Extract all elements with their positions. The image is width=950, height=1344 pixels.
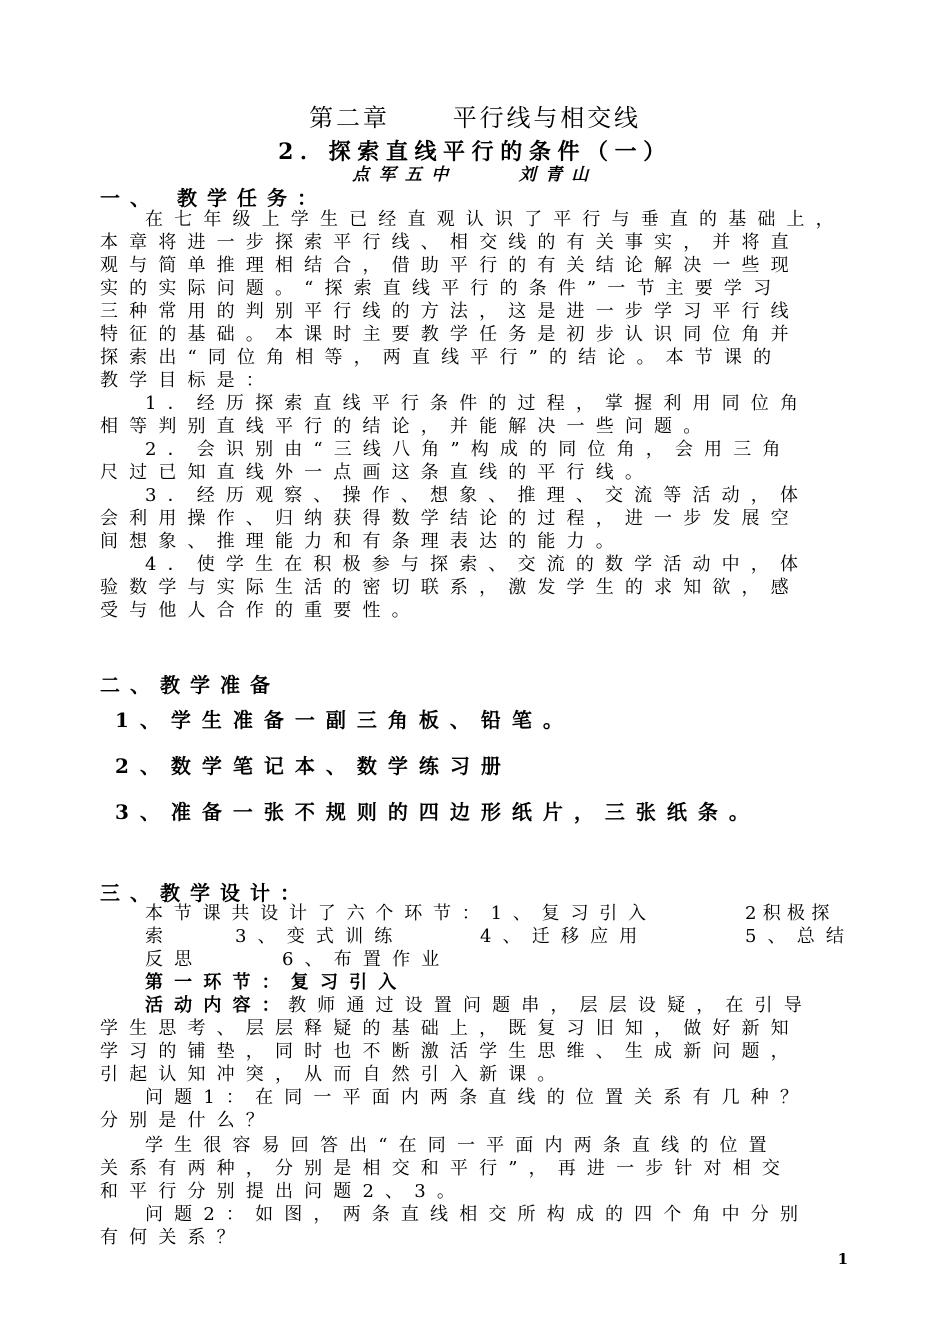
lesson-title: 2．探索直线平行的条件（一） — [278, 139, 672, 165]
page-number: 1 — [837, 1250, 848, 1268]
body-line: 学生很容易回答出“在同一平面内两条直线的位置 — [145, 1135, 778, 1156]
body-line: 教学目标是： — [100, 370, 275, 391]
activity-label: 活动内容： — [145, 995, 291, 1016]
body-line: 尺过已知直线外一点画这条直线的平行线。 — [100, 462, 655, 483]
body-line: 会利用操作、归纳获得数学结论的过程，进一步发展空 — [100, 508, 800, 529]
body-line: 间想象、推理能力和有条理表达的能力。 — [100, 531, 625, 552]
body-line: 学习的铺垫，同时也不断激活学生思维、生成新问题， — [100, 1041, 800, 1062]
body-line: 本节课共设计了六个环节：1、复习引入 — [145, 903, 657, 924]
body-line: 4、迁移应用 — [480, 926, 649, 947]
body-line: 三种常用的判别平行线的方法，这是进一步学习平行线 — [100, 301, 800, 322]
body-line: 6、布置作业 — [282, 949, 451, 970]
body-line: 在七年级上学生已经直观认识了平行与垂直的基础上， — [145, 209, 845, 230]
body-line: 特征的基础。本课时主要教学任务是初步认识同位角并 — [100, 324, 800, 345]
body-line: 问题2：如图，两条直线相交所构成的四个角中分别 — [145, 1204, 810, 1225]
section3-heading: 三、教学设计： — [100, 881, 310, 905]
body-line: 2．会识别由“三线八角”构成的同位角，会用三角 — [145, 439, 792, 460]
body-line: 和平行分别提出问题2、3。 — [100, 1181, 466, 1202]
section1-heading: 一、 教学任务： — [100, 186, 327, 210]
author-line: 点军五中 刘青山 — [352, 165, 598, 185]
body-line: 3．经历观察、操作、想象、推理、交流等活动，体 — [145, 485, 810, 506]
body-line: 关系有两种，分别是相交和平行”，再进一步针对相交 — [100, 1158, 792, 1179]
body-line: 本章将进一步探索平行线、相交线的有关事实，并将直 — [100, 232, 800, 253]
body-line: 2积极探 — [745, 903, 836, 924]
body-line: 教师通过设置问题串，层层设疑，在引导 — [288, 995, 813, 1016]
step1-title: 第一环节：复习引入 — [145, 972, 408, 993]
body-line: 有何关系？ — [100, 1227, 246, 1248]
prep-item: 2、数学笔记本、数学练习册 — [115, 754, 512, 778]
body-line: 实的实际问题。“探索直线平行的条件”一节主要学习 — [100, 278, 783, 299]
chapter-title: 第二章 平行线与相交线 — [309, 104, 641, 132]
body-line: 3、变式训练 — [235, 926, 404, 947]
body-line: 4．使学生在积极参与探索、交流的数学活动中，体 — [145, 554, 810, 575]
body-line: 引起认知冲突，从而自然引入新课。 — [100, 1064, 567, 1085]
body-line: 分别是什么？ — [100, 1110, 275, 1131]
body-line: 观与简单推理相结合，借助平行的有关结论解决一些现 — [100, 255, 800, 276]
prep-item: 1、学生准备一副三角板、铅笔。 — [115, 708, 574, 732]
body-line: 5、总结 — [745, 926, 856, 947]
body-line: 索 — [145, 926, 175, 947]
body-line: 问题1：在同一平面内两条直线的位置关系有几种？ — [145, 1087, 810, 1108]
body-line: 学生思考、层层释疑的基础上，既复习旧知，做好新知 — [100, 1018, 800, 1039]
prep-item: 3、准备一张不规则的四边形纸片，三张纸条。 — [115, 800, 760, 824]
body-line: 探索出“同位角相等，两直线平行”的结论。本节课的 — [100, 347, 783, 368]
body-line: 受与他人合作的重要性。 — [100, 600, 421, 621]
section2-heading: 二、教学准备 — [100, 673, 280, 697]
body-line: 1．经历探索直线平行条件的过程，掌握利用同位角 — [145, 393, 810, 414]
body-line: 相等判别直线平行的结论，并能解决一些问题。 — [100, 416, 713, 437]
body-line: 验数学与实际生活的密切联系，激发学生的求知欲，感 — [100, 577, 800, 598]
body-line: 反思 — [145, 949, 204, 970]
